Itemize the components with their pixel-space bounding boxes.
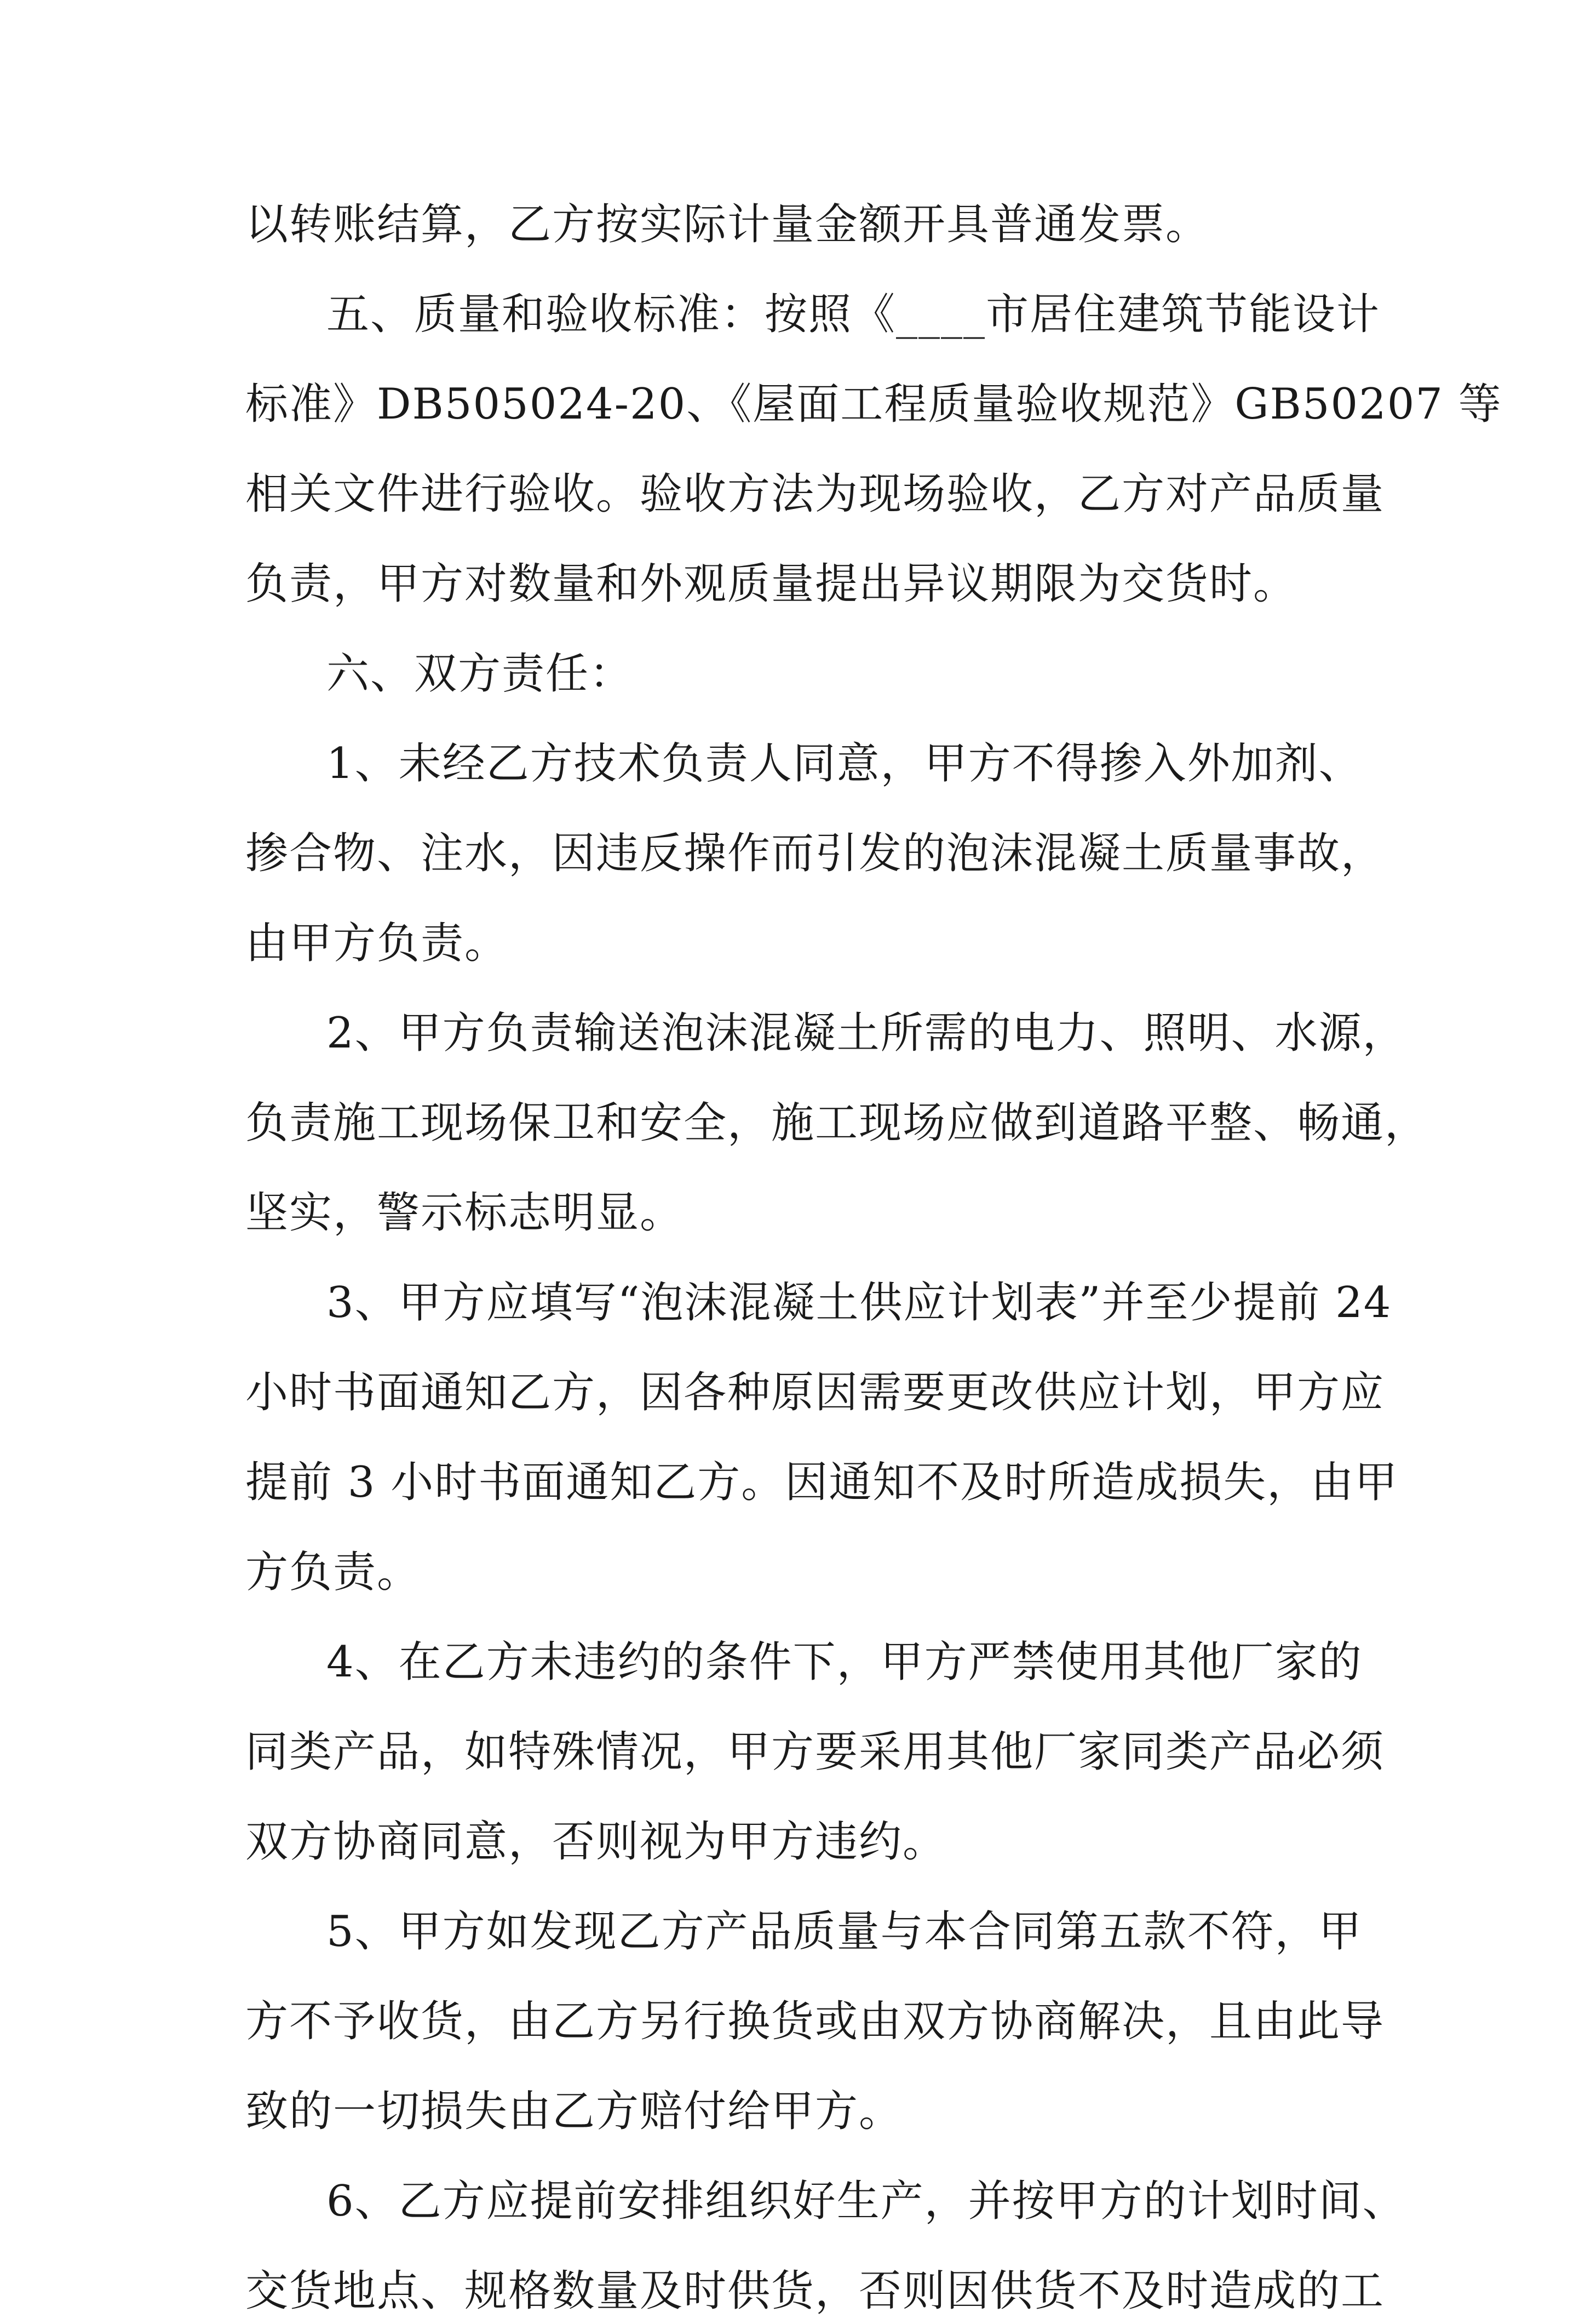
text-line: 以转账结算，乙方按实际计量金额开具普通发票。 <box>245 200 1210 249</box>
text-line: 致的一切损失由乙方赔付给甲方。 <box>245 2087 903 2136</box>
text-line: 方负责。 <box>245 1548 421 1597</box>
text-line: 负责施工现场保卫和安全，施工现场应做到道路平整、畅通， <box>245 1098 1429 1148</box>
clause-6: 6、乙方应提前安排组织好生产，并按甲方的计划时间、 <box>326 2177 1406 2226</box>
text-line: 双方协商同意，否则视为甲方违约。 <box>245 1817 947 1867</box>
clause-2: 2、甲方负责输送泡沫混凝土所需的电力、照明、水源， <box>326 1009 1406 1058</box>
section-six-heading: 六、双方责任： <box>326 649 634 699</box>
clause-3: 3、甲方应填写“泡沫混凝土供应计划表”并至少提前 24 <box>326 1278 1392 1327</box>
text-line: 坚实，警示标志明显。 <box>245 1188 684 1238</box>
text-line: 标准》DB505024-20、《屋面工程质量验收规范》GB50207 等 <box>245 380 1502 429</box>
text-line: 方不予收货，由乙方另行换货或由双方协商解决，且由此导 <box>245 1997 1385 2046</box>
text-line: 同类产品，如特殊情况，甲方要采用其他厂家同类产品必须 <box>245 1727 1385 1777</box>
clause-5: 5、甲方如发现乙方产品质量与本合同第五款不符，甲 <box>326 1907 1363 1956</box>
text-line: 由甲方负责。 <box>245 919 509 968</box>
text-line: 相关文件进行验收。验收方法为现场验收，乙方对产品质量 <box>245 470 1385 519</box>
section-five-heading: 五、质量和验收标准：按照《____市居住建筑节能设计 <box>326 290 1381 339</box>
text-line: 交货地点、规格数量及时供货，否则因供货不及时造成的工 <box>245 2266 1385 2316</box>
text-line: 掺合物、注水，因违反操作而引发的泡沫混凝土质量事故， <box>245 829 1385 878</box>
clause-4: 4、在乙方未违约的条件下，甲方严禁使用其他厂家的 <box>326 1638 1363 1687</box>
text-line: 负责，甲方对数量和外观质量提出异议期限为交货时。 <box>245 559 1297 609</box>
text-line: 小时书面通知乙方，因各种原因需要更改供应计划，甲方应 <box>245 1368 1385 1417</box>
clause-1: 1、未经乙方技术负责人同意，甲方不得掺入外加剂、 <box>326 739 1363 788</box>
text-line: 提前 3 小时书面通知乙方。因通知不及时所造成损失，由甲 <box>245 1458 1399 1507</box>
